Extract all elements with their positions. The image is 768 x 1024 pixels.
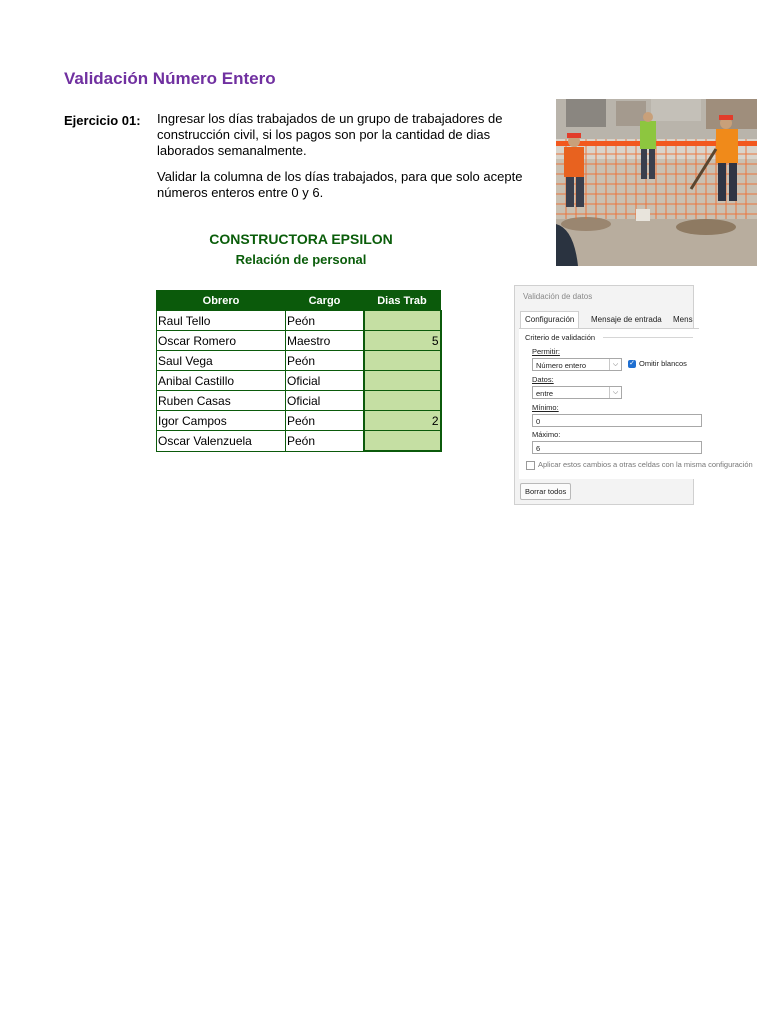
tab-mensaje-entrada[interactable]: Mensaje de entrada <box>591 315 662 324</box>
cell-dias[interactable] <box>364 351 441 371</box>
header-dias-trab: Dias Trab <box>364 291 441 311</box>
table-row <box>157 391 441 411</box>
data-validation-dialog <box>514 285 753 505</box>
cell-obrero[interactable]: Ruben Casas <box>157 391 286 411</box>
cell-cargo[interactable]: Peón <box>286 411 364 431</box>
omitir-blancos-checkbox[interactable]: ✓ <box>629 360 635 367</box>
table-row <box>157 431 441 452</box>
section-divider <box>603 337 693 338</box>
cell-dias[interactable] <box>364 391 441 411</box>
exercise-description: Ingresar los días trabajados de un grupo de trabajadores de construcción civil, si los pagos son por la cantidad de dias laborados semanalmente. <box>157 111 503 158</box>
chevron-down-icon: ⌵ <box>609 359 621 370</box>
cell-cargo[interactable]: Peón <box>286 311 364 331</box>
omitir-blancos-label: Omitir blancos <box>639 359 687 368</box>
cell-obrero[interactable]: Raul Tello <box>157 311 286 331</box>
cell-dias[interactable] <box>364 371 441 391</box>
table-row <box>157 371 441 391</box>
clear-all-button[interactable]: Borrar todos <box>520 483 571 500</box>
page-title: Validación Número Entero <box>64 69 276 88</box>
permitir-dropdown[interactable] <box>532 358 622 371</box>
dialog-title: Validación de datos <box>523 292 593 301</box>
permitir-label: Permitir: <box>532 347 560 356</box>
apply-to-all-checkbox[interactable] <box>526 461 535 470</box>
chevron-down-icon: ⌵ <box>609 387 621 398</box>
table-subtitle: Relación de personal <box>235 252 367 267</box>
table-row <box>157 411 441 431</box>
maximo-input[interactable]: 6 <box>532 441 702 454</box>
construction-workers-photo <box>556 99 757 266</box>
table-row <box>157 331 441 351</box>
cell-cargo[interactable]: Oficial <box>286 371 364 391</box>
datos-label: Datos: <box>532 375 554 384</box>
minimo-input[interactable]: 0 <box>532 414 702 427</box>
maximo-label: Máximo: <box>532 430 561 439</box>
permitir-value: Número entero <box>536 361 587 370</box>
table-row <box>157 311 441 331</box>
table-header-row <box>157 291 441 311</box>
cell-obrero[interactable]: Anibal Castillo <box>157 371 286 391</box>
cell-cargo[interactable]: Peón <box>286 431 364 452</box>
cell-dias[interactable] <box>364 431 441 452</box>
tab-mensaje-error[interactable]: Mens <box>673 315 693 324</box>
cell-dias[interactable]: 2 <box>364 411 441 431</box>
staff-table <box>156 290 442 452</box>
cell-obrero[interactable]: Saul Vega <box>157 351 286 371</box>
company-name: CONSTRUCTORA EPSILON <box>209 231 393 247</box>
header-obrero: Obrero <box>157 291 286 311</box>
cell-cargo[interactable]: Peón <box>286 351 364 371</box>
cell-obrero[interactable]: Igor Campos <box>157 411 286 431</box>
cell-obrero[interactable]: Oscar Romero <box>157 331 286 351</box>
exercise-label: Ejercicio 01: <box>64 113 141 128</box>
header-cargo: Cargo <box>286 291 364 311</box>
exercise-instruction: Validar la columna de los días trabajados, para que solo acepte números enteros entre 0 y 6. <box>157 169 523 200</box>
apply-to-all-label: Aplicar estos cambios a otras celdas con la misma configuración <box>538 460 753 469</box>
cell-cargo[interactable]: Oficial <box>286 391 364 411</box>
table-row <box>157 351 441 371</box>
minimo-label: Mínimo: <box>532 403 559 412</box>
criteria-section-label: Criterio de validación <box>525 333 596 342</box>
cell-dias[interactable] <box>364 311 441 331</box>
cell-obrero[interactable]: Oscar Valenzuela <box>157 431 286 452</box>
cell-cargo[interactable]: Maestro <box>286 331 364 351</box>
tab-configuracion[interactable]: Configuración <box>520 311 579 328</box>
cell-dias[interactable]: 5 <box>364 331 441 351</box>
datos-dropdown[interactable] <box>532 386 622 399</box>
datos-value: entre <box>536 389 554 398</box>
